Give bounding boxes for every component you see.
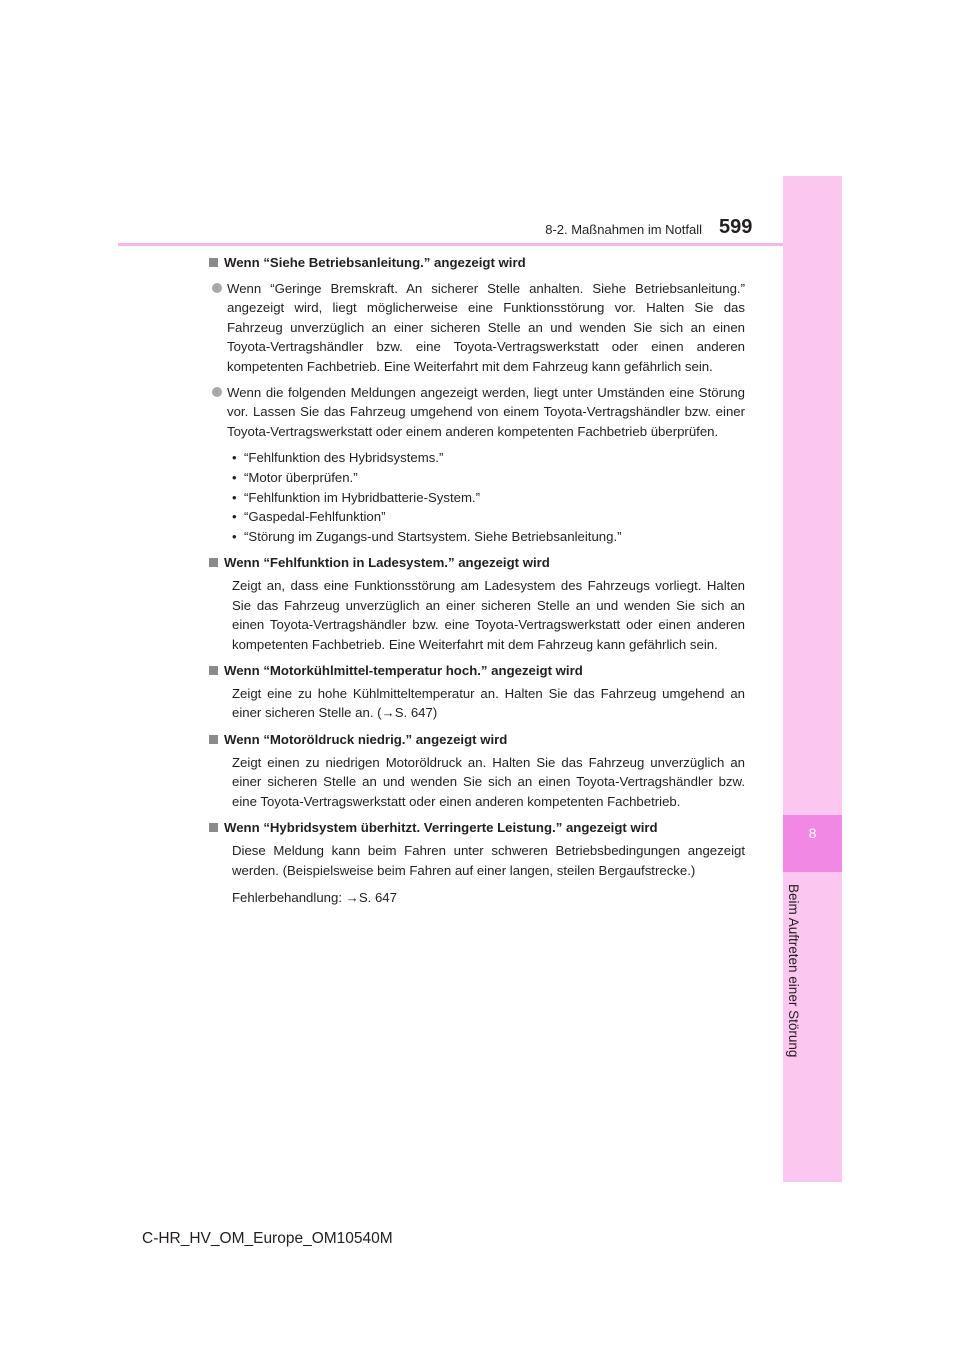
page-content bbox=[209, 253, 745, 908]
section-title: 8-2. Maßnahmen im Notfall bbox=[545, 222, 702, 237]
message-text: “Störung im Zugangs-und Startsystem. Siehe Betriebsanleitung.” bbox=[244, 528, 622, 544]
message-list bbox=[232, 448, 745, 546]
section-text: Diese Meldung kann beim Fahren unter schweren Betriebsbedingungen angezeigt werden. (Beispielsweise beim Fahren auf einer langen, steilen Bergaufstrecke.) bbox=[232, 843, 745, 878]
chapter-number-box bbox=[783, 815, 842, 872]
section-heading bbox=[209, 661, 745, 681]
message-item: • “Fehlfunktion des Hybridsystems.” bbox=[232, 448, 745, 468]
square-bullet-icon bbox=[209, 823, 218, 832]
section-heading-text: Wenn “Motorkühlmittel-temperatur hoch.” angezeigt wird bbox=[224, 663, 583, 679]
round-bullet-icon bbox=[212, 283, 222, 293]
list-item bbox=[209, 279, 745, 377]
section-heading bbox=[209, 730, 745, 750]
message-item: • “Motor überprüfen.” bbox=[232, 468, 745, 488]
message-text: “Fehlfunktion im Hybridbatterie-System.” bbox=[244, 489, 480, 505]
square-bullet-icon bbox=[209, 258, 218, 267]
square-bullet-icon bbox=[209, 666, 218, 675]
chapter-number: 8 bbox=[808, 825, 817, 841]
header-divider bbox=[118, 243, 783, 246]
document-id: C-HR_HV_OM_Europe_OM10540M bbox=[142, 1230, 393, 1247]
square-bullet-icon bbox=[209, 558, 218, 567]
message-text: “Motor überprüfen.” bbox=[244, 469, 358, 485]
chapter-title: Beim Auftreten einer Störung bbox=[786, 884, 801, 1058]
troubleshooting-reference: Fehlerbehandlung: →S. 647 bbox=[232, 890, 397, 906]
section-heading-text: Wenn “Siehe Betriebsanleitung.” angezeigt wird bbox=[224, 255, 526, 270]
list-item-text: Wenn die folgenden Meldungen angezeigt werden, liegt unter Umständen eine Störung vor. Lassen Sie das Fahrzeug umgehend von einem Toyota-Vertragshändler bzw. einer Toyota-Vertragswerkstatt oder einem anderen kompetenten Fachbetrieb überprüfen. bbox=[227, 384, 745, 439]
message-text: “Fehlfunktion des Hybridsystems.” bbox=[244, 450, 444, 466]
section-heading-text: Wenn “Hybridsystem überhitzt. Verringerte Leistung.” angezeigt wird bbox=[224, 820, 658, 836]
square-bullet-icon bbox=[209, 735, 218, 744]
list-item bbox=[209, 383, 745, 442]
message-text: “Gaspedal-Fehlfunktion” bbox=[244, 509, 386, 525]
section-heading bbox=[209, 553, 745, 573]
section-text: Zeigt einen zu niedrigen Motoröldruck an. Halten Sie das Fahrzeug unverzüglich an einer sicheren Stelle an und wenden Sie sich an einen Toyota-Vertragshändler bzw. eine Toyota-Vertragswerkstatt oder einen anderen kompetenten Fachbetrieb. bbox=[232, 754, 745, 809]
round-bullet-icon bbox=[212, 387, 222, 397]
section-text: Zeigt an, dass eine Funktionsstörung am Ladesystem des Fahrzeugs vorliegt. Halten Sie das Fahrzeug unverzüglich an einer sicheren Stelle an und wenden Sie sich an einen Toyota-Vertragshändler bzw. eine Toyota-Vertragswerkstatt oder einen anderen kompetenten Fachbetrieb. Eine Weiterfahrt mit dem Fahrzeug kann gefährlich sein. bbox=[232, 577, 745, 652]
message-item: • “Störung im Zugangs-und Startsystem. Siehe Betriebsanleitung.” bbox=[232, 527, 745, 547]
list-item-text: Wenn “Geringe Bremskraft. An sicherer Stelle anhalten. Siehe Betriebsanleitung.” angezeigt wird, liegt möglicherweise eine Funktionsstörung vor. Halten Sie das Fahrzeug unverzüglich an einer sicheren Stelle an und wenden Sie sich an einen Toyota-Vertragshändler bzw. eine Toyota-Vertragswerkstatt oder einen anderen kompetenten Fachbetrieb. Eine Weiterfahrt mit dem Fahrzeug kann gefährlich sein. bbox=[227, 280, 745, 374]
message-item: • “Fehlfunktion im Hybridbatterie-System.” bbox=[232, 488, 745, 508]
page-number: 599 bbox=[719, 216, 753, 238]
section-heading-text: Wenn “Motoröldruck niedrig.” angezeigt wird bbox=[224, 732, 508, 748]
section-text: Zeigt eine zu hohe Kühlmitteltemperatur an. Halten Sie das Fahrzeug umgehend an einer sicheren Stelle an. (→S. 647) bbox=[232, 685, 745, 721]
section-heading bbox=[209, 253, 745, 273]
message-item: • “Gaspedal-Fehlfunktion” bbox=[232, 507, 745, 527]
section-heading-text: Wenn “Fehlfunktion in Ladesystem.” angezeigt wird bbox=[224, 555, 550, 571]
section-heading bbox=[209, 818, 745, 838]
